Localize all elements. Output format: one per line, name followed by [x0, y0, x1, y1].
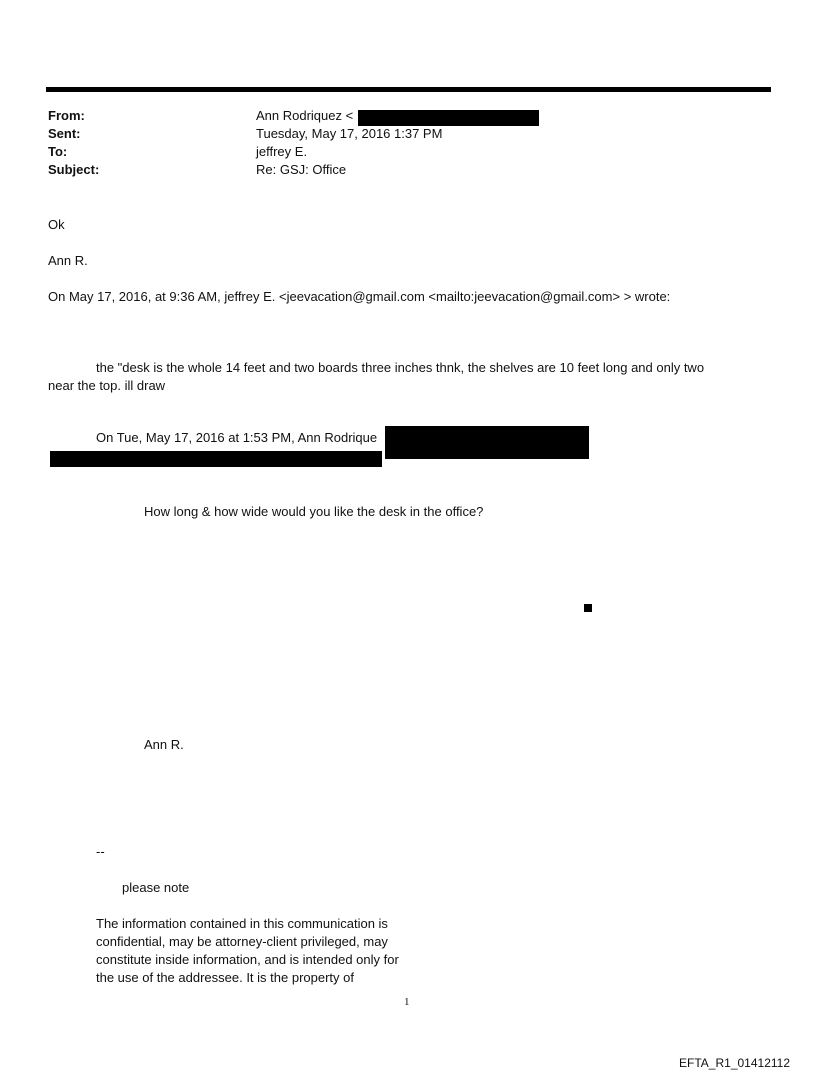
redaction-nested-email	[385, 426, 589, 459]
reply-signoff: Ann R.	[48, 253, 88, 268]
disclaimer-line-3: constitute inside information, and is intended only for	[96, 952, 399, 967]
nested-intro: On Tue, May 17, 2016 at 1:53 PM, Ann Rodrique	[96, 430, 378, 445]
from-label: From:	[48, 108, 85, 123]
redaction-from-email	[358, 110, 539, 126]
subject-value: Re: GSJ: Office	[256, 162, 347, 177]
desk-line-2: near the top. ill draw	[48, 378, 166, 393]
nested-signoff: Ann R.	[144, 737, 184, 752]
page-number: 1	[404, 996, 410, 1008]
to-value: jeffrey E.	[256, 144, 308, 159]
signature-separator: --	[96, 844, 105, 859]
please-note: please note	[122, 880, 190, 895]
disclaimer-line-2: confidential, may be attorney-client privileged, may	[96, 934, 388, 949]
document-id: EFTA_R1_01412112	[679, 1056, 790, 1070]
sent-label: Sent:	[48, 126, 81, 141]
to-label: To:	[48, 144, 68, 159]
redaction-nested-line	[50, 451, 382, 467]
disclaimer-line-1: The information contained in this communication is	[96, 916, 388, 931]
reply-text: Ok	[48, 217, 65, 232]
quote-intro: On May 17, 2016, at 9:36 AM, jeffrey E. <jeevacation@gmail.com <mailto:jeevacation@gmail.com> > wrote:	[48, 289, 671, 304]
sent-value: Tuesday, May 17, 2016 1:37 PM	[256, 126, 443, 141]
from-value: Ann Rodriquez <	[256, 108, 354, 123]
subject-label: Subject:	[48, 162, 100, 177]
disclaimer-line-4: the use of the addressee. It is the property of	[96, 970, 354, 985]
nested-question: How long & how wide would you like the desk in the office?	[144, 504, 484, 519]
desk-line-1: the "desk is the whole 14 feet and two boards three inches thnk, the shelves are 10 feet long and only two	[96, 360, 705, 375]
redaction-square	[584, 604, 592, 612]
header-rule	[46, 87, 771, 92]
